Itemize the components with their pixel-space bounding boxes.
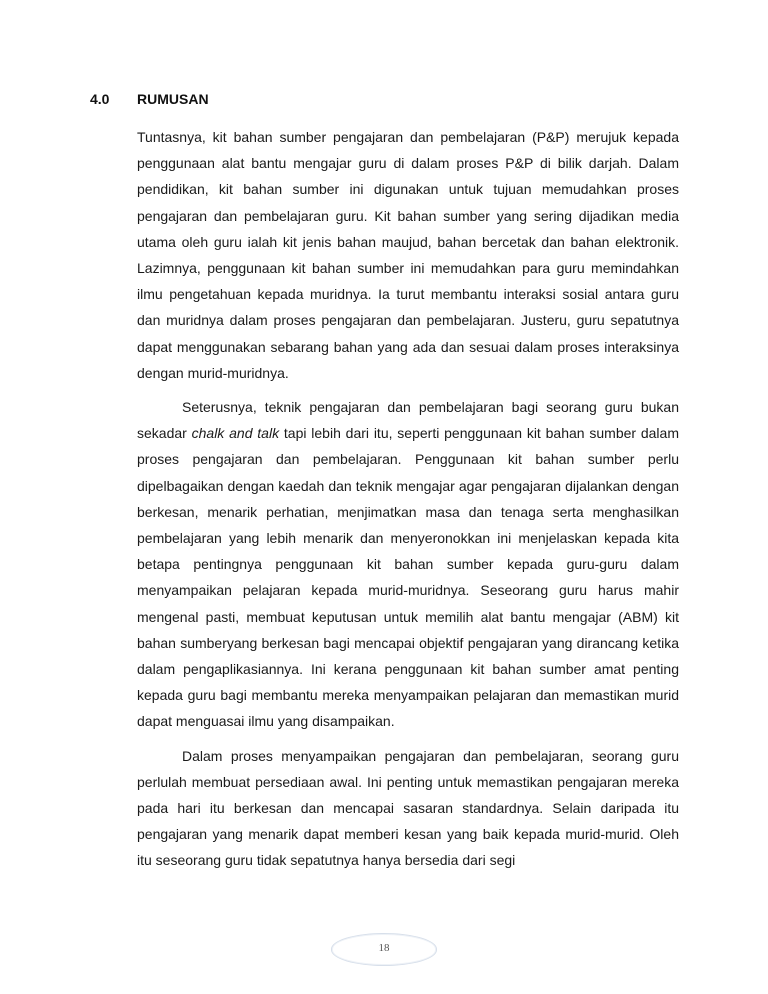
page-number-frame (331, 933, 437, 966)
paragraph-2 (137, 394, 679, 735)
section-number: 4.0 (90, 91, 110, 107)
section-title: RUMUSAN (137, 91, 209, 107)
paragraph-3: Dalam proses menyampaikan pengajaran dan pembelajaran, seorang guru perlulah membuat persediaan awal. Ini penting untuk memastikan pengajaran mereka pada hari itu berkesan dan mencapai sasaran standardnya. Selain daripada itu pengajaran yang menarik dapat memberi kesan yang baik kepada murid-murid. Oleh itu seseorang guru tidak sepatutnya hanya bersedia dari segi (137, 747, 679, 869)
section-heading (90, 91, 209, 107)
paragraph-2-italic-phrase: chalk and talk (191, 425, 280, 442)
paragraph-2-part-1: Seterusnya, teknik pengajaran dan pembelajaran bagi seorang guru bukan sekadar (137, 399, 679, 442)
page-number: 18 (378, 942, 390, 954)
body-text (137, 124, 679, 882)
paragraph-2-part-2: tapi lebih dari itu, seperti penggunaan kit bahan sumber dalam proses pengajaran dan pembelajaran. Penggunaan kit bahan sumber perlu dipelbagaikan dengan kaedah dan teknik mengajar agar pengajaran dijalankan dengan berkesan, menarik perhatian, menjimatkan masa dan tenaga serta menghasilkan pembelajaran yang lebih menarik dan menyeronokkan ini menjelaskan kepada kita betapa pentingnya penggunaan kit bahan sumber kepada guru-guru dalam menyampaikan pelajaran kepada murid-muridnya. Seseorang guru harus mahir mengenal pasti, membuat keputusan untuk memilih alat bantu mengajar (ABM) kit bahan sumberyang berkesan bagi mencapai objektif pengajaran yang dirancang ketika dalam pengaplikasiannya. Ini kerana penggunaan kit bahan sumber amat penting kepada guru bagi membantu mereka menyampaikan pelajaran dan memastikan murid dapat menguasai ilmu yang disampaikan. (137, 425, 679, 730)
paragraph-1: Tuntasnya, kit bahan sumber pengajaran dan pembelajaran (P&P) merujuk kepada penggunaan alat bantu mengajar guru di dalam proses P&P di bilik darjah. Dalam pendidikan, kit bahan sumber ini digunakan untuk tujuan memudahkan proses pengajaran dan pembelajaran guru. Kit bahan sumber yang sering dijadikan media utama oleh guru ialah kit jenis bahan maujud, bahan bercetak dan bahan elektronik. Lazimnya, penggunaan kit bahan sumber ini memudahkan para guru memindahkan ilmu pengetahuan kepada muridnya. Ia turut membantu interaksi sosial antara guru dan muridnya dalam proses pengajaran dan pembelajaran. Justeru, guru sepatutnya dapat menggunakan sebarang bahan yang ada dan sesuai dalam proses interaksinya dengan murid-muridnya. (137, 129, 679, 381)
